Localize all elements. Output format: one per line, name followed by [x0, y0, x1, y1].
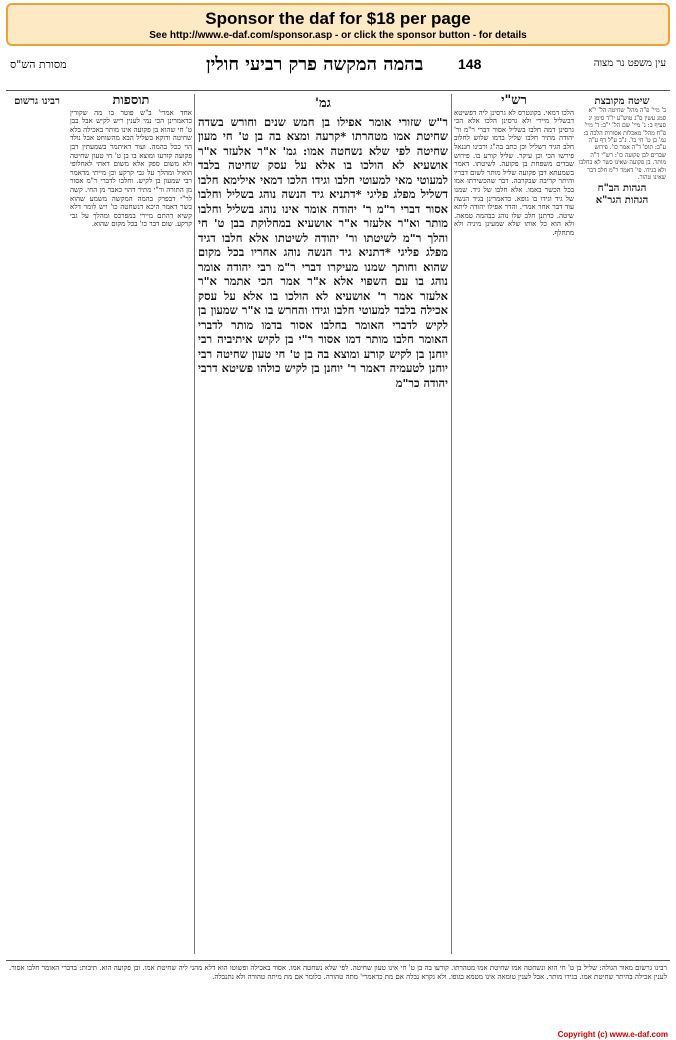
rashi-label: רש"י: [501, 94, 527, 108]
ein-mishpat-heading: עין משפט נר מצוה: [593, 58, 666, 69]
copyright-link[interactable]: Copyright (c) www.e-daf.com: [557, 1030, 668, 1039]
masores-heading: מסורת הש"ס: [10, 58, 67, 71]
bottom-commentary-text: רבינו גרשום מאור הגולה: שליל בן ט' חי הוא ונשחטה אמו שחיטת אמו מטהרתו. קורעו בה בן ט' חי אינו טעון שחיטה. לפי שלא נשחטה אמו. אסור באכילה ופשוטו הוא דלא מהני ליה שחיטת אמו. ובן פקועה הוא. תיבות: בדברי האומר חלבו אסור. לענין אכילה בהיתר שחיטת אמו. בגידו מותר. אבל לענין טומאה אינו מטמא בגופו. ולא נקרא נבלה אם מת כדאמרי' מתה טהורה. כלומר אם מת מיתה טהורה ולא נתנבלה.: [9, 964, 667, 981]
shita-mekubetzes-label: שיטה מקובצת: [594, 96, 650, 107]
sponsor-title[interactable]: Sponsor the daf for $18 per page: [205, 9, 471, 28]
rashi-column: [454, 94, 574, 954]
side-notes-left: [8, 94, 66, 954]
sponsor-subtitle[interactable]: See http://www.e-daf.com/sponsor.asp - or click the sponsor button - for details: [149, 30, 527, 41]
rashi-text: הלכו דמאי. בקונטרס לא גרסינן ליה דפשיטא דבשליל מיירי ולא גרסינן הלכו אלא הכי גרסינן דמה חלבו בשליל אסור דברי ר"מ ור' יהודה מתיר חלבו שליל בדמו שלוש לחלוב חלב הגיד דשליל וכן כתב בה"ג ורבינו חננאל פירשו הכי וכן עיקר. שליל קורע בו. פירוש שבדים משפחת בן פקועה. לשיטתו. דאמר בשמעתא דבן פקועה שליל מותר לשום דבריו והיתר קריבה שבקרבה. דבר שהכשירתו אמו בכל הכשר באמו. אלא חלבו של גיד. שמנו של גיד וגידו בו גופא. כדאמרינן בגיד הנשה עוד דבר אחר אמרי. והדר אפילו יהודה ליתא שיטה. כדתנן חלב שלו נוהג בבהמה טמאה. ולא הוא כל אותו שלא שמעינן מיניה ולא מתחלף.: [454, 108, 574, 237]
talmud-page: [6, 50, 670, 1028]
gemara-column: [198, 94, 448, 954]
gemara-label: גמ': [315, 96, 331, 111]
hagahos-gra-label: הגהות הגר"א: [595, 194, 649, 206]
tosafos-column: [70, 94, 192, 954]
side-notes-text: ב' מיי' פ"ה מהל' שחיטה הל' י"א סמג עשין ס"ג טוש"ע יו"ד סימן יג סעיף ב: ג' מיי' שם הל' י"ב: ד' מיי' פ"ח מהל' מאכלות אסורות הלכה ב: גמ' בן ט' חי כו'. נ"ב ע"ל דף ע"ה ע"ב: תוס' ד"ה אמר כו'. פירוש שבדים לבן פקועה כו': רש"י ד"ה מותר. בן פקועה שאינו כשר לא בחלבו ולא בגידו. פי' דאמר ר"מ חלב דבר שאינו טהור.: [578, 107, 666, 182]
bottom-commentary: [6, 960, 670, 1026]
hagahos-bach-label: הגהות הב"ח: [597, 183, 647, 195]
tosafos-label: תוספות: [112, 94, 150, 108]
column-divider: [451, 94, 452, 954]
gemara-text: ר"ש שזורי אומר אפילו בן חמש שנים וחורש בשדה שחיטת אמו מטהרתו *קרעה ומצא בה בן ט' חי מעון שחיטה לפי שלא נשחטה אמו: גמ' א"ר אלעזר א"ר אושעיא לא הולכו בו אלא על עסק שחיטה בלבד למעוטי מאי למעוטי חלבו וגידו הלכו דמאי אילימא חלבו דשליל מפלג פליגי *דתניא גיד הנשה נוהג בשליל וחלבו אסור דברי ר"מ ר' יהודה אומר אינו נוהג בשליל וחלבו מותר וא"ר אלעזר א"ר אושעיא במחלוקת בבן ט' חי והלך ר"מ לשיטתו ור' יהודה לשיטתו אלא חלבו דגיד מפלג פליגי *דתניא גיד הנשה נוהג אחריו בכל מקום שהוא וחותך שמנו מעיקרו דברי ר"מ רבי יהודה אומר נוהג בו עם השפוי אלא א"ר אמר הכי אתמר א"ר אלעזר אמר ר' אושעיא לא הולכו בו אלא על עסק אכילה בלבד למעוטי חלבו וגידו והחרש בו א"ר שמעון בן לקיש לדברי האומר בחלבו אסור בדמו מותר לדברי האומר חלבו מותר דמו אסור ר"י בן לקיש איתיביה רבי יוחנן בן לקיש קורע ומוצא בה בן ט' חי טעון שחיטה רבי יוחנן לטעמיה דאמר ר' יוחנן בן לקיש כולהו פשיטא דרבי יהודה כר"מ: [198, 114, 448, 390]
sponsor-banner[interactable]: [6, 3, 670, 46]
rabbeinu-gershom-label: רבינו גרשום: [14, 96, 60, 107]
chapter-title: בהמה המקשה פרק רביעי חולין: [206, 54, 424, 75]
page-header: [6, 50, 670, 91]
page-number: 148: [458, 56, 482, 72]
column-divider: [194, 94, 195, 954]
tosafos-text: אחד אמרי' ב"ש פוטר בו מה שקורין כדאמרינן הכי נמי לענין ריש לקיש אבל בבן ט' חי שהוא בן פקועה אינו מותר באכילה בלא שחיטה ודוקא בשליל הבא מהשוחט אבל נולד הוי ככל בהמה. ועוד דאיתמר בשמעתין דבן פקועה קורעו ומוצא בו בן ט' חי טעון שחיטה ולא משום ספק אלא משום דאתי לאחלופי הואיל ומהלך על גבי קרקע וכן מייתי מדאמר רבי שמעון בן לקיש. וחלבו לדברי ר"מ אסור מן התורה ור"י מתיר דהוי כאבר מן החי. קשה לר"י דבפרק בהמה המקשה משמע שהוא כשר דאמר היכא דנשחטה כו' ויש לומר דלא קשיא דהתם מיירי במפרכס ומהלך על גבי קרקע. שום דבר כו' בכל מקום שהוא.: [70, 108, 192, 229]
side-notes-right: [578, 94, 666, 954]
